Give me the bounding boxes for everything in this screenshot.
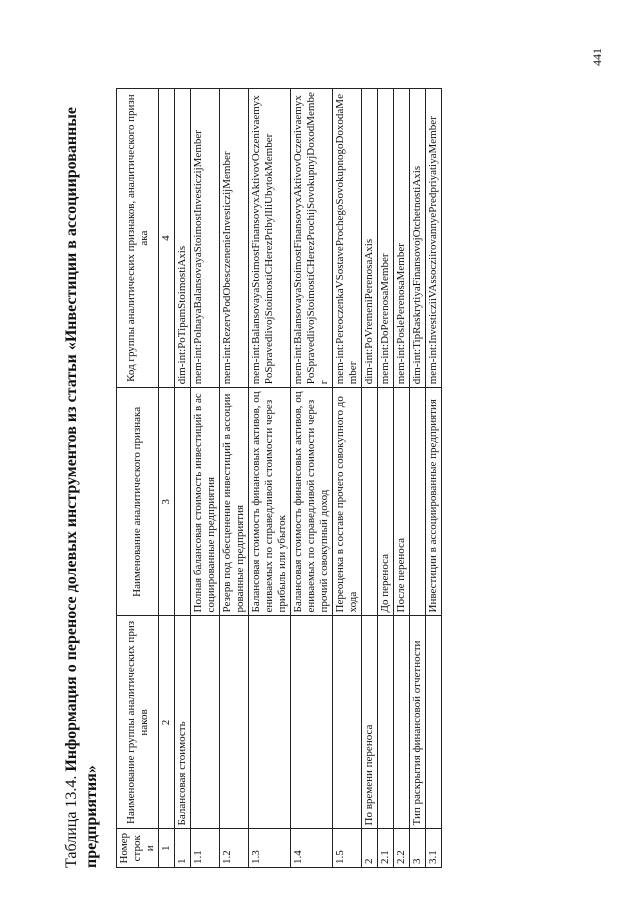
rotated-page-content (62, 38, 622, 868)
row-number-cell: 3 (410, 829, 426, 868)
table-row (426, 89, 442, 868)
row-number-cell: 1.1 (191, 829, 220, 868)
group-name-cell (394, 616, 410, 829)
attribute-name-cell (410, 388, 426, 616)
row-number-cell: 1.4 (291, 829, 333, 868)
group-name-cell (378, 616, 394, 829)
code-cell: mem-int:BalansovayaStoimostFinansovyxAktivovOczenivaemyxPoSpravedlivojStoimostiCHerezPribylIliUbytokMember (249, 89, 291, 388)
attribute-name-cell: Переоценка в составе прочего совокупного дохода (333, 388, 362, 616)
column-number-cell: 3 (159, 388, 175, 616)
row-number-cell: 1.3 (249, 829, 291, 868)
group-name-cell: Балансовая стоимость (175, 616, 191, 829)
table-row (191, 89, 220, 868)
row-number-cell: 2.1 (378, 829, 394, 868)
column-number-cell: 4 (159, 89, 175, 388)
header-cell: Код группы аналитических признаков, аналитического признака (117, 89, 159, 388)
table-row (291, 89, 333, 868)
code-cell: dim-int:TipRaskrytiyaFinansovojOtchetnostiAxis (410, 89, 426, 388)
attribute-name-cell: После переноса (394, 388, 410, 616)
table-row (333, 89, 362, 868)
code-cell: mem-int:BalansovayaStoimostFinansovyxAktivovOczenivaemyxPoSpravedlivojStoimostiCHerezProchijSovokupnyjDoxodMember (291, 89, 333, 388)
group-name-cell (426, 616, 442, 829)
row-number-cell: 2 (362, 829, 378, 868)
attribute-name-cell: Резерв под обесценение инвестиций в ассоциированные предприятия (220, 388, 249, 616)
table-caption-prefix: Таблица 13.4. (63, 771, 80, 868)
column-number-cell: 2 (159, 616, 175, 829)
row-number-cell: 2.2 (394, 829, 410, 868)
row-number-cell: 1 (175, 829, 191, 868)
header-cell: Наименование группы аналитических признаков (117, 616, 159, 829)
table-row (249, 89, 291, 868)
table-caption-title: Информация о переносе долевых инструментов из статьи «Инвестиции в ассоциированные предприятия» (63, 107, 100, 868)
column-number-row (159, 89, 175, 868)
code-cell: mem-int:RezervPodObesczenenieInvesticzijMember (220, 89, 249, 388)
table-row (175, 89, 191, 868)
row-number-cell: 1.2 (220, 829, 249, 868)
header-cell: Номер строки (117, 829, 159, 868)
table-body (175, 89, 442, 868)
group-name-cell (220, 616, 249, 829)
group-name-cell (333, 616, 362, 829)
group-name-cell (291, 616, 333, 829)
column-number-cell: 1 (159, 829, 175, 868)
code-cell: mem-int:InvesticziiVAssocziirovannyePredpriyatiyaMember (426, 89, 442, 388)
table-row (394, 89, 410, 868)
table-caption (62, 68, 102, 868)
code-cell: mem-int:DoPerenosaMember (378, 89, 394, 388)
attribute-name-cell: Балансовая стоимость финансовых активов, оцениваемых по справедливой стоимости через прочий совокупный доход (291, 388, 333, 616)
code-cell: dim-int:PoVremeniPerenosaAxis (362, 89, 378, 388)
code-cell: mem-int:PoslePerenosaMember (394, 89, 410, 388)
group-name-cell (191, 616, 220, 829)
table-row (410, 89, 426, 868)
disclosure-table (116, 88, 442, 868)
table-row (220, 89, 249, 868)
row-number-cell: 3.1 (426, 829, 442, 868)
page-number: 441 (590, 48, 604, 66)
attribute-name-cell: Инвестиции в ассоциированные предприятия (426, 388, 442, 616)
attribute-name-cell: Балансовая стоимость финансовых активов, оцениваемых по справедливой стоимости через прибыль или убыток (249, 388, 291, 616)
code-cell: dim-int:PoTipamStoimostiAxis (175, 89, 191, 388)
code-cell: mem-int:PolnayaBalansovayaStoimostInvesticzijMember (191, 89, 220, 388)
attribute-name-cell (362, 388, 378, 616)
attribute-name-cell (175, 388, 191, 616)
attribute-name-cell: Полная балансовая стоимость инвестиций в ассоциированные предприятия (191, 388, 220, 616)
table-row (378, 89, 394, 868)
group-name-cell: Тип раскрытия финансовой отчетности (410, 616, 426, 829)
attribute-name-cell: До переноса (378, 388, 394, 616)
code-cell: mem-int:PereoczenkaVSostaveProchegoSovokupnogoDoxodaMember (333, 89, 362, 388)
table-row (362, 89, 378, 868)
header-cell: Наименование аналитического признака (117, 388, 159, 616)
header-row (117, 89, 159, 868)
group-name-cell: По времени переноса (362, 616, 378, 829)
group-name-cell (249, 616, 291, 829)
row-number-cell: 1.5 (333, 829, 362, 868)
